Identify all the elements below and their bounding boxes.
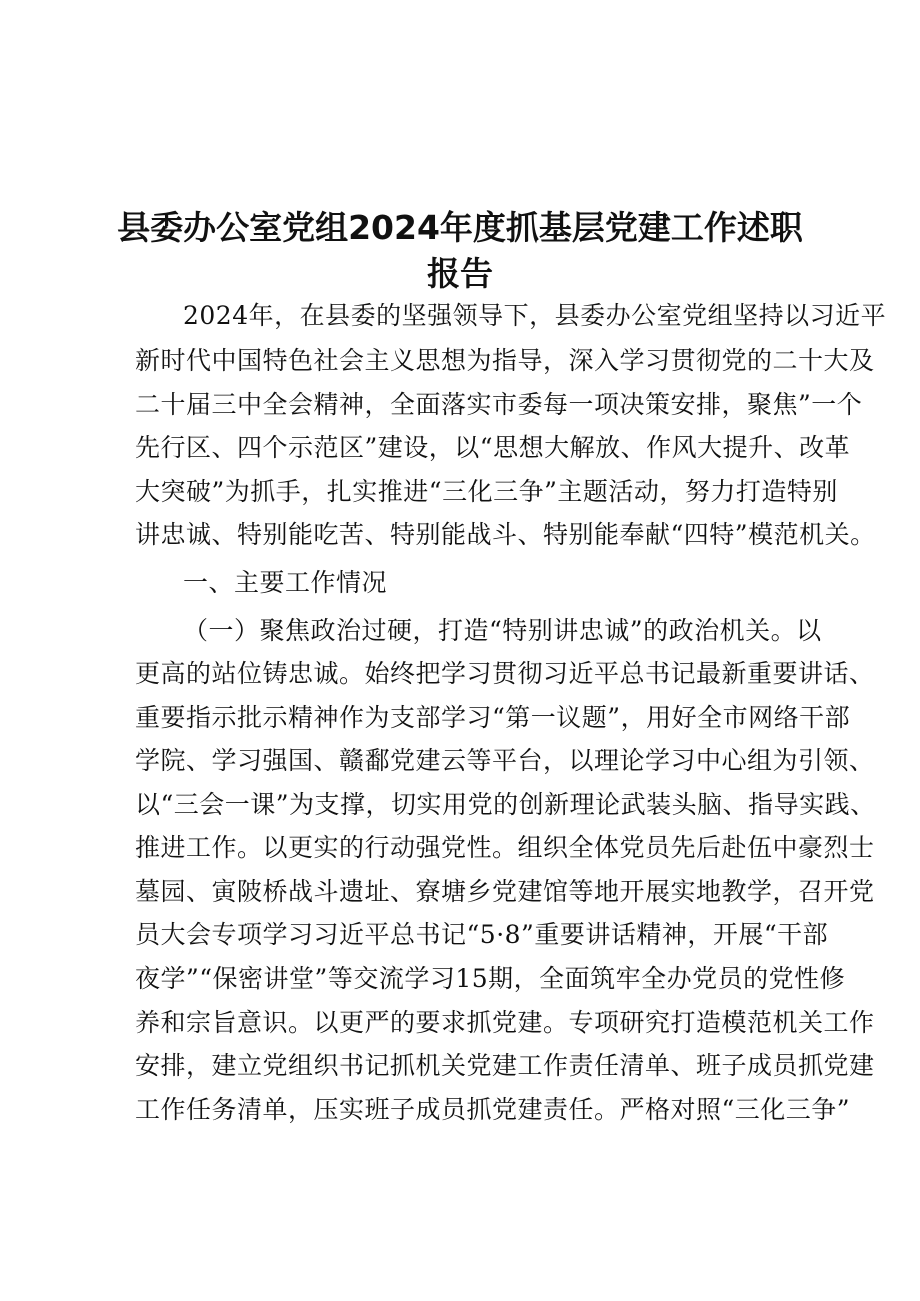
section1-paragraph-line: 推进工作。以更实的行动强党性。组织全体党员先后赴伍中豪烈士 — [135, 833, 875, 862]
section1-paragraph-line: 员大会专项学习习近平总书记“5·8”重要讲话精神，开展“干部 — [135, 920, 829, 949]
intro-paragraph-line: 二十届三中全会精神，全面落实市委每一项决策安排，聚焦”一个 — [135, 390, 863, 419]
intro-paragraph-line: 新时代中国特色社会主义思想为指导，深入学习贯彻党的二十大及 — [135, 346, 875, 375]
section1-paragraph-line: 夜学”“保密讲堂”等交流学习15期，全面筑牢全办党员的党性修 — [135, 964, 846, 993]
section1-paragraph-line: 墓园、寅陂桥战斗遗址、寮塘乡党建馆等地开展实地教学，召开党 — [135, 877, 875, 906]
section1-paragraph-line: 学院、学习强国、赣鄱党建云等平台，以理论学习中心组为引领、 — [135, 746, 875, 775]
section1-paragraph-line: 更高的站位铸忠诚。始终把学习贯彻习近平总书记最新重要讲话、 — [135, 659, 875, 688]
section1-paragraph-line: 养和宗旨意识。以更严的要求抓党建。专项研究打造模范机关工作 — [135, 1008, 875, 1037]
intro-paragraph-line: 先行区、四个示范区”建设，以“思想大解放、作风大提升、改革 — [135, 433, 851, 462]
document-title-line-1: 县委办公室党组2024年度抓基层党建工作述职 — [117, 208, 803, 247]
intro-paragraph-line: 2024年，在县委的坚强领导下，县委办公室党组坚持以习近平 — [183, 301, 887, 330]
section1-paragraph-line: 重要指示批示精神作为支部学习“第一议题”，用好全市网络干部 — [135, 703, 851, 732]
section1-paragraph-line: 以“三会一课”为支撑，切实用党的创新理论武装头脑、指导实践、 — [135, 790, 876, 819]
section1-paragraph-line: 工作任务清单，压实班子成员抓党建责任。严格对照“三化三争” — [135, 1095, 851, 1124]
section1-paragraph-line: （一）聚焦政治过硬，打造“特别讲忠诚”的政治机关。以 — [183, 616, 822, 645]
document-title-line-2: 报告 — [427, 254, 493, 293]
section1-paragraph-line: 安排，建立党组织书记抓机关党建工作责任清单、班子成员抓党建 — [135, 1051, 875, 1080]
section-heading: 一、主要工作情况 — [183, 568, 388, 597]
intro-paragraph-line: 讲忠诚、特别能吃苦、特别能战斗、特别能奉献“四特”模范机关。 — [135, 520, 876, 549]
intro-paragraph-line: 大突破”为抓手，扎实推进“三化三争”主题活动，努力打造特别 — [135, 477, 838, 506]
